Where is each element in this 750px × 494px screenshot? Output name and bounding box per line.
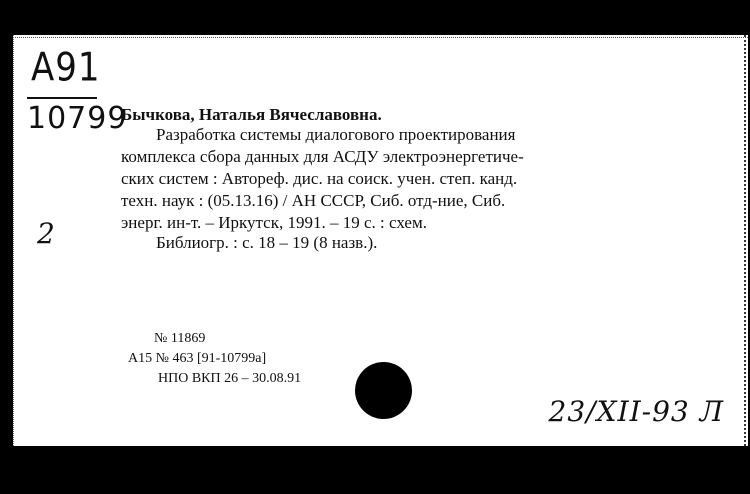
card-number: № 11869 (154, 331, 206, 346)
title-line-2: комплекса сбора данных для АСДУ электроэнергетиче- (121, 147, 524, 166)
handwritten-cipher: 10799 (27, 101, 128, 136)
card-right-edge (744, 35, 746, 446)
title-line-1: Разработка системы диалогового проектирования (156, 125, 516, 144)
handwritten-shelf-mark: А91 (31, 45, 101, 91)
author-line: Бычкова, Наталья Вячеславовна. (121, 105, 382, 124)
title-line-4: техн. наук : (05.13.16) / АН СССР, Сиб. отд-ние, Сиб. (121, 191, 506, 210)
card-index: А15 № 463 [91-10799а] (128, 351, 267, 366)
card-top-edge (13, 37, 748, 38)
bibliography-line: Библиогр. : с. 18 – 19 (8 назв.). (156, 233, 378, 252)
handwritten-signature: 2 (37, 217, 55, 250)
shelf-mark-underline (27, 97, 97, 99)
title-line-5: энерг. ин-т. – Иркутск, 1991. – 19 с. : схем. (121, 213, 427, 232)
title-line-3: ских систем : Автореф. дис. на соиск. учен. степ. канд. (121, 169, 518, 188)
catalog-card (13, 35, 748, 446)
handwritten-date-stamp: 23/XII-93 Л (548, 395, 724, 428)
punch-hole (355, 362, 412, 419)
printer-line: НПО ВКП 26 – 30.08.91 (158, 371, 302, 386)
card-left-edge (13, 35, 14, 446)
